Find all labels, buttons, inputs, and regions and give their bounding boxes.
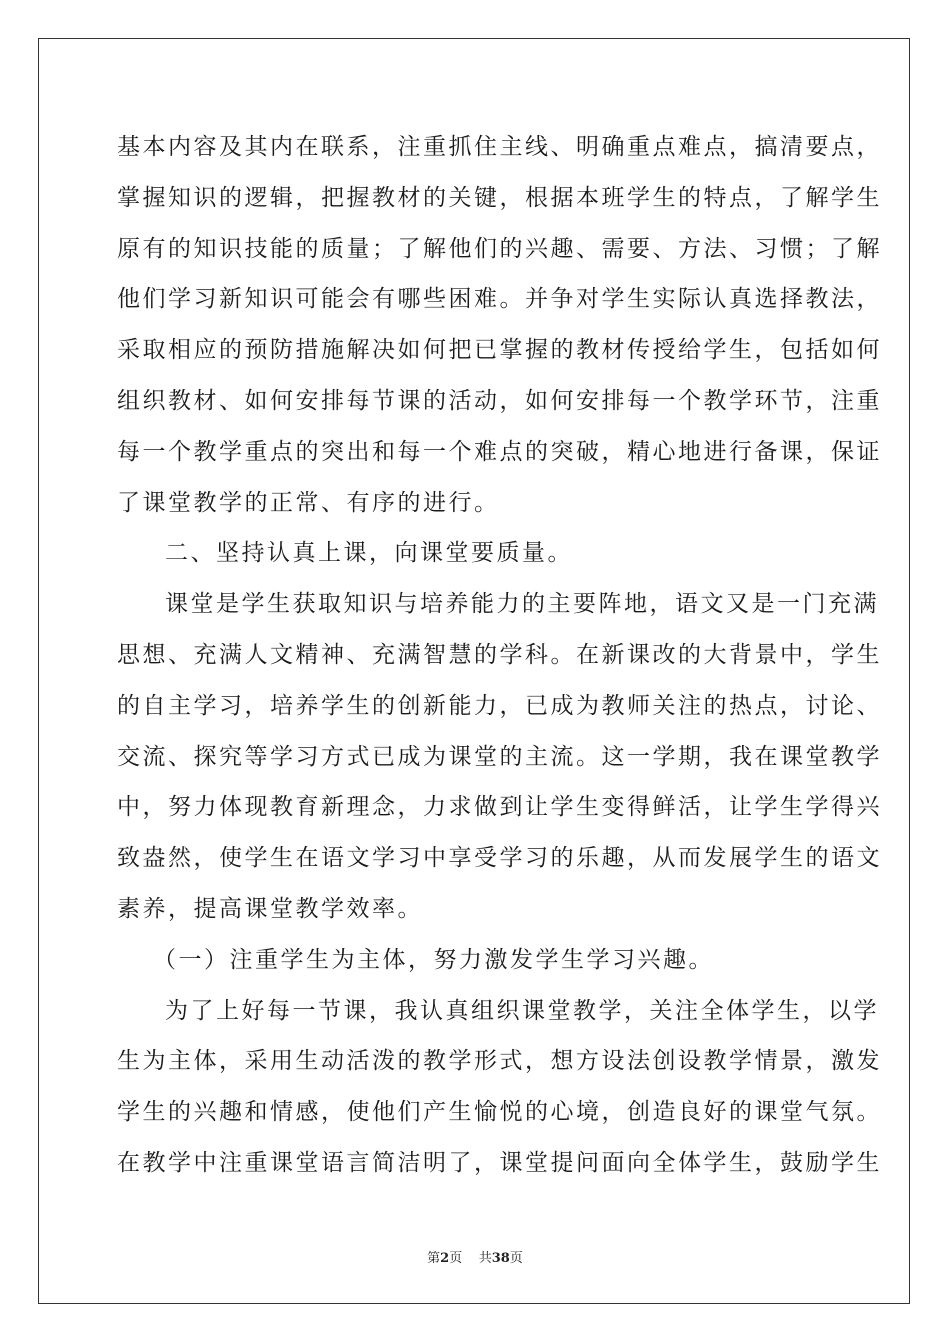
text-line: 生为主体，采用生动活泼的教学形式，想方设法创设教学情景，激发 [117, 1048, 882, 1075]
total-suffix: 页 [509, 1251, 523, 1266]
text-line: 思想、充满人文精神、充满智慧的学科。在新课改的大背景中，学生 [117, 641, 882, 668]
section-heading: 二、坚持认真上课，向课堂要质量。 [165, 540, 573, 567]
paragraph-start-line: 课堂是学生获取知识与培养能力的主要阵地，语文又是一门充满 [165, 591, 879, 618]
text-line: 采取相应的预防措施解决如何把已掌握的教材传授给学生，包括如何 [117, 337, 882, 364]
total-pages: 38 [491, 1251, 510, 1266]
text-line: 致盎然，使学生在语文学习中享受学习的乐趣，从而发展学生的语文 [117, 845, 882, 872]
text-line: 在教学中注重课堂语言简洁明了，课堂提问面向全体学生，鼓励学生 [117, 1149, 882, 1176]
subsection-heading: （一）注重学生为主体，努力激发学生学习兴趣。 [153, 946, 714, 973]
page-number: 2 [440, 1251, 450, 1266]
page-footer [0, 1247, 950, 1266]
page-suffix: 页 [449, 1251, 463, 1266]
text-line: 每一个教学重点的突出和每一个难点的突破，精心地进行备课，保证 [117, 438, 882, 465]
total-prefix: 共 [478, 1251, 492, 1266]
text-line: 学生的兴趣和情感，使他们产生愉悦的心境，创造良好的课堂气氛。 [117, 1099, 882, 1126]
text-line: 他们学习新知识可能会有哪些困难。并争对学生实际认真选择教法， [117, 286, 882, 313]
text-line: 基本内容及其内在联系，注重抓住主线、明确重点难点，搞清要点， [117, 134, 882, 160]
text-line: 交流、探究等学习方式已成为课堂的主流。这一学期，我在课堂教学 [117, 743, 882, 770]
paragraph-start-line: 为了上好每一节课，我认真组织课堂教学，关注全体学生，以学 [165, 997, 879, 1024]
page-prefix: 第 [427, 1251, 441, 1266]
text-line: 原有的知识技能的质量；了解他们的兴趣、需要、方法、习惯；了解 [117, 235, 882, 262]
text-line: 组织教材、如何安排每节课的活动，如何安排每一个教学环节，注重 [117, 387, 882, 414]
text-line: 中，努力体现教育新理念，力求做到让学生变得鲜活，让学生学得兴 [117, 794, 882, 821]
text-line: 了课堂教学的正常、有序的进行。 [117, 489, 500, 516]
document-body [117, 126, 882, 1193]
text-line: 掌握知识的逻辑，把握教材的关键，根据本班学生的特点，了解学生 [117, 184, 882, 211]
text-line: 素养，提高课堂教学效率。 [117, 895, 423, 922]
text-line: 的自主学习，培养学生的创新能力，已成为教师关注的热点，讨论、 [117, 692, 882, 719]
